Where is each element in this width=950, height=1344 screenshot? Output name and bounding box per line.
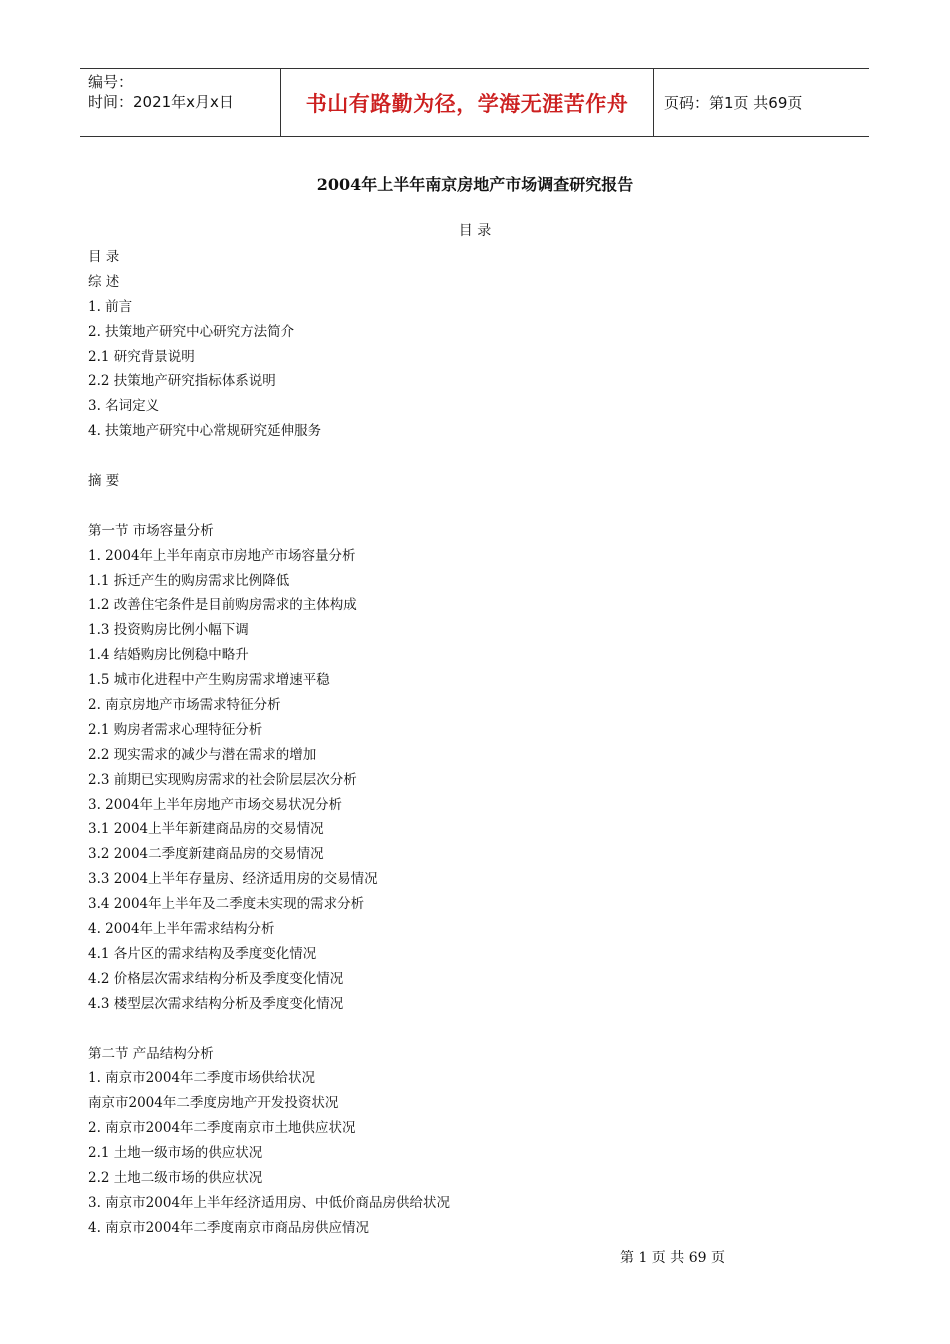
toc-entry: 2. 扶策地产研究中心研究方法简介 <box>88 323 295 340</box>
toc-entry: 第一节 市场容量分析 <box>88 522 214 539</box>
toc-entry <box>88 494 450 519</box>
toc-entry: 1. 2004年上半年南京市房地产市场容量分析 <box>88 547 356 564</box>
toc-entry: 2.2 扶策地产研究指标体系说明 <box>88 373 276 390</box>
toc-entry: 目 录 <box>88 249 120 265</box>
page-footer: 第 1 页 共 69 页 <box>620 1250 725 1266</box>
toc-entry: 4. 2004年上半年需求结构分析 <box>88 921 275 938</box>
header-page-info: 页码：第1页 共69页 <box>664 94 803 112</box>
header-meta <box>80 69 281 136</box>
toc-entry <box>88 1017 450 1042</box>
toc-entry: 综 述 <box>88 273 120 290</box>
toc-entry: 2. 南京房地产市场需求特征分析 <box>88 697 281 714</box>
toc-entry: 1.5 城市化进程中产生购房需求增速平稳 <box>88 672 330 689</box>
toc-entry: 4. 南京市2004年二季度南京市商品房供应情况 <box>88 1219 370 1236</box>
toc-entry: 3.3 2004上半年存量房、经济适用房的交易情况 <box>88 871 378 888</box>
toc-entry: 3.4 2004年上半年及二季度未实现的需求分析 <box>88 896 365 913</box>
toc-entry: 南京市2004年二季度房地产开发投资状况 <box>88 1095 339 1112</box>
toc-entry: 1.3 投资购房比例小幅下调 <box>88 622 249 639</box>
toc-entry: 3. 2004年上半年房地产市场交易状况分析 <box>88 796 343 813</box>
document-title: 2004年上半年南京房地产市场调查研究报告 <box>316 175 634 194</box>
toc-entry: 1. 南京市2004年二季度市场供给状况 <box>88 1070 316 1087</box>
toc-entry: 1.2 改善住宅条件是目前购房需求的主体构成 <box>88 597 357 614</box>
table-of-contents <box>88 245 450 1241</box>
toc-entry: 3.2 2004二季度新建商品房的交易情况 <box>88 846 324 863</box>
toc-entry: 2.3 前期已实现购房需求的社会阶层层次分析 <box>88 771 357 788</box>
toc-entry: 2.2 土地二级市场的供应状况 <box>88 1169 263 1186</box>
toc-entry: 1.4 结婚购房比例稳中略升 <box>88 647 249 664</box>
page-header <box>80 68 869 137</box>
header-motto: 书山有路勤为径，学海无涯苦作舟 <box>281 69 654 136</box>
toc-entry: 3. 名词定义 <box>88 398 160 415</box>
toc-entry: 2.2 现实需求的减少与潜在需求的增加 <box>88 746 317 763</box>
toc-heading: 目 录 <box>458 223 492 239</box>
toc-entry: 2. 南京市2004年二季度南京市土地供应状况 <box>88 1120 356 1137</box>
toc-entry: 1.1 拆迁产生的购房需求比例降低 <box>88 572 290 589</box>
toc-entry: 4. 扶策地产研究中心常规研究延伸服务 <box>88 423 322 440</box>
toc-entry: 4.1 各片区的需求结构及季度变化情况 <box>88 945 317 962</box>
toc-entry: 1. 前言 <box>88 298 133 315</box>
document-time-label: 时间：2021年x月x日 <box>88 93 234 111</box>
toc-entry: 2.1 购房者需求心理特征分析 <box>88 721 263 738</box>
toc-entry <box>88 444 450 469</box>
document-number-label: 编号： <box>88 73 134 91</box>
toc-entry: 第二节 产品结构分析 <box>88 1045 214 1062</box>
toc-entry: 2.1 研究背景说明 <box>88 348 195 365</box>
toc-entry: 3.1 2004上半年新建商品房的交易情况 <box>88 821 324 838</box>
toc-entry: 摘 要 <box>88 473 120 490</box>
toc-entry: 3. 南京市2004年上半年经济适用房、中低价商品房供给状况 <box>88 1194 451 1211</box>
toc-entry: 4.2 价格层次需求结构分析及季度变化情况 <box>88 970 344 987</box>
toc-entry: 2.1 土地一级市场的供应状况 <box>88 1145 263 1162</box>
toc-entry: 4.3 楼型层次需求结构分析及季度变化情况 <box>88 995 344 1012</box>
